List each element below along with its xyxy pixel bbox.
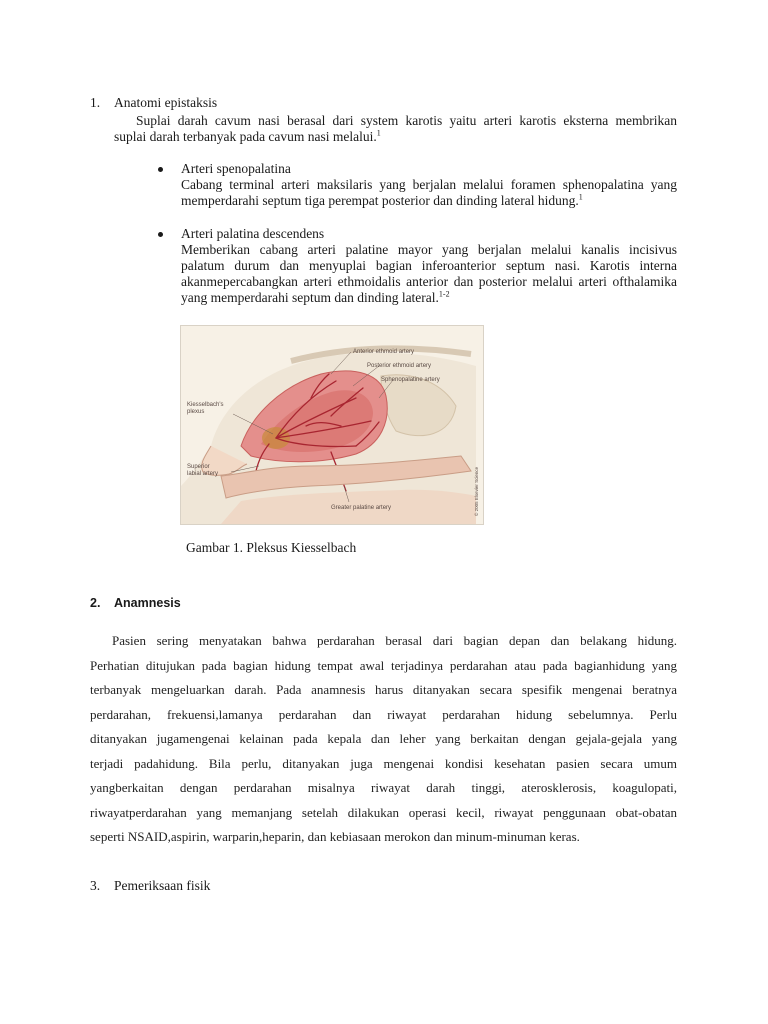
label-superior-labial-2: labial artery (187, 471, 219, 477)
section-2-number: 2. (90, 596, 101, 610)
bullet-2-superscript: 1-2 (438, 289, 450, 299)
intro-line-1: Suplai darah cavum nasi berasal dari system karotis yaitu arteri karotis eksterna membrikan (136, 113, 677, 128)
anamnesis-line-2: Perhatian ditujukan pada bagian hidung tempat awal terjadinya perdarahan atau pada bagianhidung yang (90, 657, 677, 673)
label-anterior-ethmoid: Anterior ethmoid artery (353, 349, 415, 355)
anamnesis-line-6: terjadi padahidung. Bila perlu, ditanyakan juga mengenai kondisi kesehatan pasien secara umum (90, 755, 677, 771)
anamnesis-line-4: perdarahan, frekuensi,lamanya perdarahan dan riwayat perdarahan hidung sebelumnya. Perlu (90, 706, 677, 722)
bullet-1-line-1: Cabang terminal arteri maksilaris yang berjalan melalui foramen sphenopalatina yang (181, 177, 677, 192)
label-superior-labial-1: Superior (187, 464, 210, 470)
bullet-1-superscript: 1 (578, 192, 583, 202)
anamnesis-line-8: riwayatperdarahan yang memanjang setelah dilakukan operasi kecil, riwayat penggunaan obat-obatan (90, 804, 677, 820)
label-kiesselbach-1: Kiesselbach's (187, 402, 224, 408)
anamnesis-line-1: Pasien sering menyatakan bahwa perdarahan berasal dari bagian depan dan belakang hidung. (112, 633, 677, 648)
anamnesis-paragraph (90, 629, 677, 850)
section-2-title: Anamnesis (114, 596, 181, 610)
label-kiesselbach-2: plexus (187, 409, 205, 415)
bullet-2-dot (158, 232, 163, 237)
figure-caption: Gambar 1. Pleksus Kiesselbach (186, 540, 357, 555)
anamnesis-line-5: ditanyakan jugamengenai kelainan pada kepala dan leher yang berkaitan dengan gejala-gejala yang (90, 731, 677, 746)
section-3-title: Pemeriksaan fisik (114, 878, 211, 893)
kiesselbach-figure (180, 325, 484, 525)
bullet-1-dot (158, 167, 163, 172)
bullet-2-line-1: Memberikan cabang arteri palatine mayor yang berjalan melalui kanalis incisivus (181, 242, 677, 257)
intro-superscript: 1 (376, 128, 381, 138)
intro-line-2: suplai darah terbanyak pada cavum nasi melalui.$^1$ (114, 128, 381, 144)
bullet-1-title: Arteri spenopalatina (181, 161, 291, 176)
bullet-1-line-2: memperdarahi septum tiga perempat posterior dan dinding lateral hidung.$^1$ (181, 192, 583, 208)
bullet-2-line-3: akanmepercabangkan arteri ethmoidalis anterior dan posterior melalui arteri ofthalamika (181, 274, 677, 289)
section-3-number: 3. (90, 878, 101, 893)
section-1-title: Anatomi epistaksis (114, 95, 218, 110)
figure-copyright: © 2005 Elsevier Science (474, 466, 479, 516)
anamnesis-line-9: seperti NSAID,aspirin, warparin,heparin, dan kebiasaan merokon dan minum-minuman keras. (90, 829, 580, 844)
anamnesis-line-3: terbanyak mengeluarkan darah. Pada anamnesis harus ditanyakan secara spesifik mengenai beratnya (90, 682, 677, 697)
bullet-2-line-4: yang memperdarahi septum dan dinding lateral.$^{1-2}$ (181, 289, 450, 305)
anamnesis-line-7: yangberkaitan dengan perdarahan misalnya riwayat darah tinggi, aterosklerosis, koagulopati, (90, 780, 677, 795)
section-1-number: 1. (90, 95, 101, 110)
label-greater-palatine: Greater palatine artery (331, 505, 392, 511)
nasal-anatomy-illustration (181, 326, 483, 524)
bullet-2-title: Arteri palatina descendens (181, 226, 325, 241)
bullet-2-line-2: palatum durum dan menyuplai bagian inferoanterior septum nasi. Karotis interna (181, 258, 677, 273)
label-posterior-ethmoid: Posterior ethmoid artery (367, 363, 432, 369)
label-sphenopalatine: Sphenopalatine artery (381, 377, 440, 383)
